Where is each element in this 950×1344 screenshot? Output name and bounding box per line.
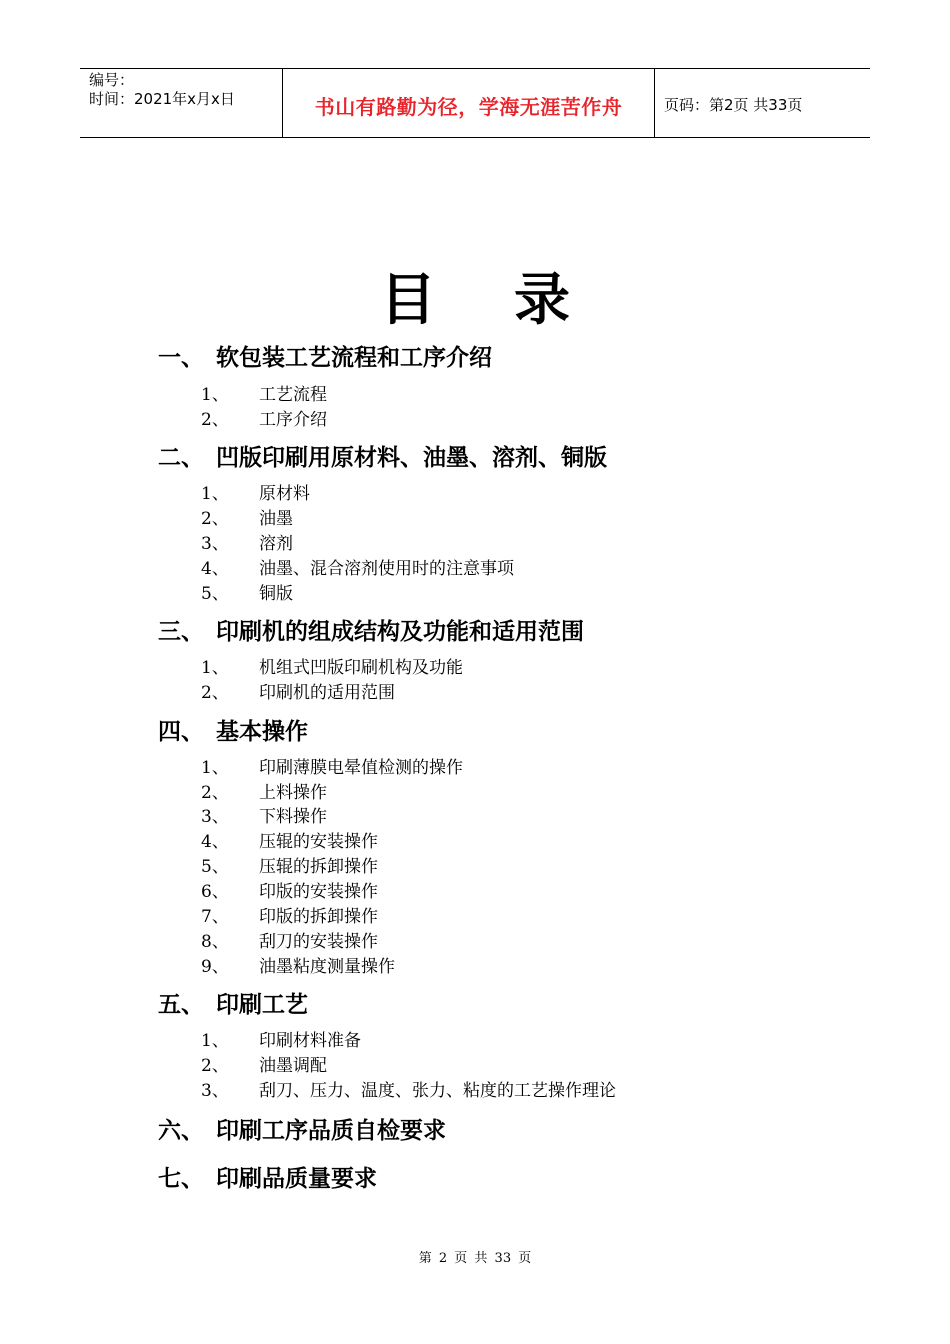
header-table: [80, 68, 870, 138]
section-number: 四、: [158, 719, 204, 745]
serial-label: 编号：: [89, 71, 135, 89]
item-number: 3、: [201, 1081, 229, 1101]
header-page-cell: [655, 69, 870, 137]
item-title: 印版的拆卸操作: [259, 907, 378, 927]
item-number: 1、: [201, 385, 229, 405]
toc-item: [0, 1030, 950, 1052]
item-number: 1、: [201, 658, 229, 678]
item-number: 1、: [201, 484, 229, 504]
motto: 书山有路勤为径，学海无涯苦作舟: [314, 95, 623, 119]
item-number: 3、: [201, 534, 229, 554]
toc-item: [0, 409, 950, 431]
page-label: 页码：第2页 共33页: [664, 96, 803, 114]
item-number: 8、: [201, 932, 229, 952]
page-footer: 第 2 页 共 33 页: [418, 1251, 532, 1266]
toc-item: [0, 1080, 950, 1102]
item-title: 印刷材料准备: [259, 1031, 361, 1051]
item-number: 4、: [201, 559, 229, 579]
toc-item: [0, 657, 950, 679]
toc-item: [0, 558, 950, 580]
item-title: 下料操作: [259, 807, 327, 827]
section-title: 印刷品质量要求: [216, 1166, 377, 1192]
toc-item: [0, 483, 950, 505]
toc-item: [0, 856, 950, 878]
item-number: 2、: [201, 509, 229, 529]
date-label: 时间：2021年x月x日: [89, 90, 235, 108]
item-title: 溶剂: [259, 534, 293, 554]
section-number: 七、: [158, 1166, 204, 1192]
toc-item: [0, 508, 950, 530]
toc-item: [0, 682, 950, 704]
section-number: 二、: [158, 445, 204, 471]
toc-item: [0, 384, 950, 406]
toc-section: [158, 717, 308, 747]
item-title: 刮刀、压力、温度、张力、粘度的工艺操作理论: [259, 1081, 616, 1101]
item-number: 9、: [201, 957, 229, 977]
item-title: 油墨粘度测量操作: [259, 957, 395, 977]
item-number: 2、: [201, 410, 229, 430]
section-title: 印刷机的组成结构及功能和适用范围: [216, 619, 584, 645]
toc-section: [158, 1116, 446, 1146]
item-number: 6、: [201, 882, 229, 902]
item-title: 油墨调配: [259, 1056, 327, 1076]
toc-item: [0, 881, 950, 903]
toc-item: [0, 757, 950, 779]
toc-item: [0, 806, 950, 828]
section-title: 印刷工艺: [216, 992, 308, 1018]
toc-item: [0, 533, 950, 555]
toc-item: [0, 831, 950, 853]
item-title: 印版的安装操作: [259, 882, 378, 902]
item-title: 油墨: [259, 509, 293, 529]
item-number: 1、: [201, 1031, 229, 1051]
item-title: 机组式凹版印刷机构及功能: [259, 658, 463, 678]
item-title: 铜版: [259, 584, 293, 604]
toc-item: [0, 583, 950, 605]
item-title: 工序介绍: [259, 410, 327, 430]
title-right: 录: [514, 267, 570, 333]
section-title: 软包装工艺流程和工序介绍: [216, 345, 492, 371]
item-number: 7、: [201, 907, 229, 927]
toc-item: [0, 906, 950, 928]
toc-item: [0, 956, 950, 978]
section-title: 印刷工序品质自检要求: [216, 1118, 446, 1144]
section-title: 凹版印刷用原材料、油墨、溶剂、铜版: [216, 445, 607, 471]
toc-section: [158, 990, 308, 1020]
section-number: 三、: [158, 619, 204, 645]
item-title: 印刷机的适用范围: [259, 683, 395, 703]
item-title: 刮刀的安装操作: [259, 932, 378, 952]
section-title: 基本操作: [216, 719, 308, 745]
header-motto-cell: [283, 69, 655, 137]
item-number: 1、: [201, 758, 229, 778]
section-number: 六、: [158, 1118, 204, 1144]
toc-section: [158, 343, 492, 373]
item-title: 油墨、混合溶剂使用时的注意事项: [259, 559, 514, 579]
item-title: 上料操作: [259, 783, 327, 803]
item-title: 印刷薄膜电晕值检测的操作: [259, 758, 463, 778]
section-number: 一、: [158, 345, 204, 371]
item-title: 压辊的拆卸操作: [259, 857, 378, 877]
item-title: 压辊的安装操作: [259, 832, 378, 852]
title-left: 目: [380, 267, 436, 333]
toc-item: [0, 931, 950, 953]
toc-section: [158, 1164, 377, 1194]
item-title: 工艺流程: [259, 385, 327, 405]
item-number: 2、: [201, 1056, 229, 1076]
item-number: 2、: [201, 683, 229, 703]
header-meta-cell: [80, 69, 283, 137]
toc-item: [0, 1055, 950, 1077]
item-number: 4、: [201, 832, 229, 852]
toc-section: [158, 443, 607, 473]
item-number: 2、: [201, 783, 229, 803]
toc-section: [158, 617, 584, 647]
item-number: 5、: [201, 857, 229, 877]
section-number: 五、: [158, 992, 204, 1018]
toc-item: [0, 782, 950, 804]
item-number: 5、: [201, 584, 229, 604]
page-title: [0, 262, 950, 338]
item-title: 原材料: [259, 484, 310, 504]
item-number: 3、: [201, 807, 229, 827]
